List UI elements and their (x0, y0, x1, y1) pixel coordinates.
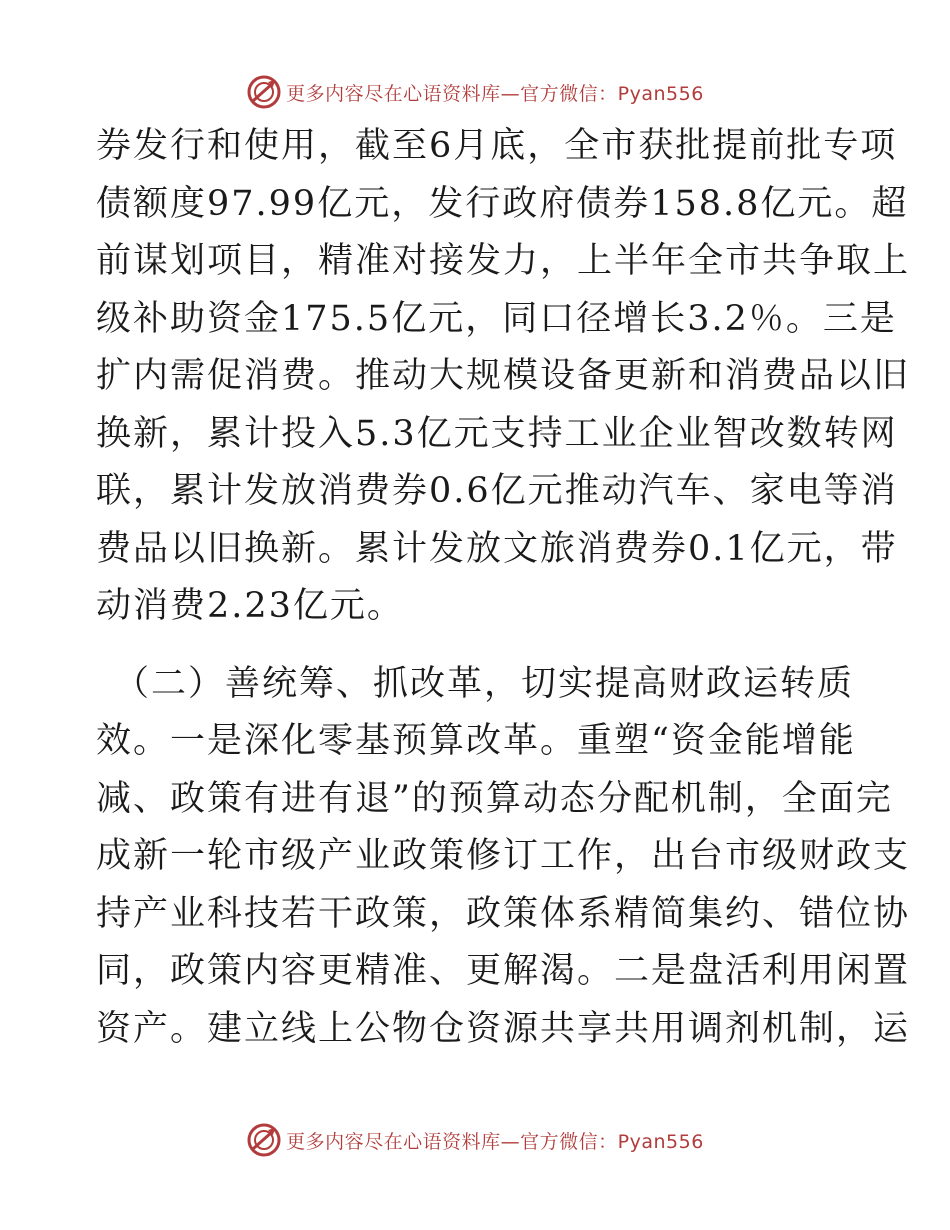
footer-banner-text: 更多内容尽在心语资料库—官方微信：Pyan556 (286, 1130, 704, 1153)
paragraph-line: 前谋划项目，精准对接发力，上半年全市共争取上 (96, 241, 911, 281)
paragraph-line: 债额度97.99亿元，发行政府债券158.8亿元。超 (96, 183, 909, 224)
paragraph-2 (96, 656, 911, 1059)
paragraph-line: 扩内需促消费。推动大规模设备更新和消费品以旧 (96, 356, 911, 396)
document-body (96, 118, 911, 1058)
paragraph-line: 效。一是深化零基预算改革。重塑“资金能增能 (96, 721, 856, 761)
paragraph-line: 持产业科技若干政策，政策体系精简集约、错位协 (96, 893, 911, 934)
paragraph-line: 动消费2.23亿元。 (96, 586, 404, 626)
paragraph-line: 成新一轮市级产业政策修订工作，出台市级财政支 (96, 836, 911, 876)
paragraph-line: 换新，累计投入5.3亿元支持工业企业智改数转网 (96, 413, 898, 454)
paragraph-1 (96, 118, 911, 636)
seal-logo-icon (246, 74, 282, 110)
paragraph-line: 联，累计发放消费券0.6亿元推动汽车、家电等消 (96, 471, 898, 511)
paragraph-line: 减、政策有进有退”的预算动态分配机制，全面完 (96, 778, 893, 819)
header-banner-text: 更多内容尽在心语资料库—官方微信：Pyan556 (286, 82, 704, 105)
paragraph-line: 同，政策内容更精准、更解渴。二是盘活利用闲置 (96, 951, 911, 991)
paragraph-line: 券发行和使用，截至6月底，全市获批提前批专项 (96, 126, 898, 166)
paragraph-line: 资产。建立线上公物仓资源共享共用调剂机制，运 (96, 1008, 911, 1049)
seal-logo-icon (246, 1122, 282, 1158)
section-heading-line: （二）善统筹、抓改革，切实提高财政运转质 (114, 663, 855, 704)
footer-banner (0, 1120, 950, 1160)
paragraph-line: 费品以旧换新。累计发放文旅消费券0.1亿元，带 (96, 528, 898, 569)
header-banner (0, 72, 950, 112)
paragraph-line: 级补助资金175.5亿元，同口径增长3.2％。三是 (96, 298, 897, 339)
